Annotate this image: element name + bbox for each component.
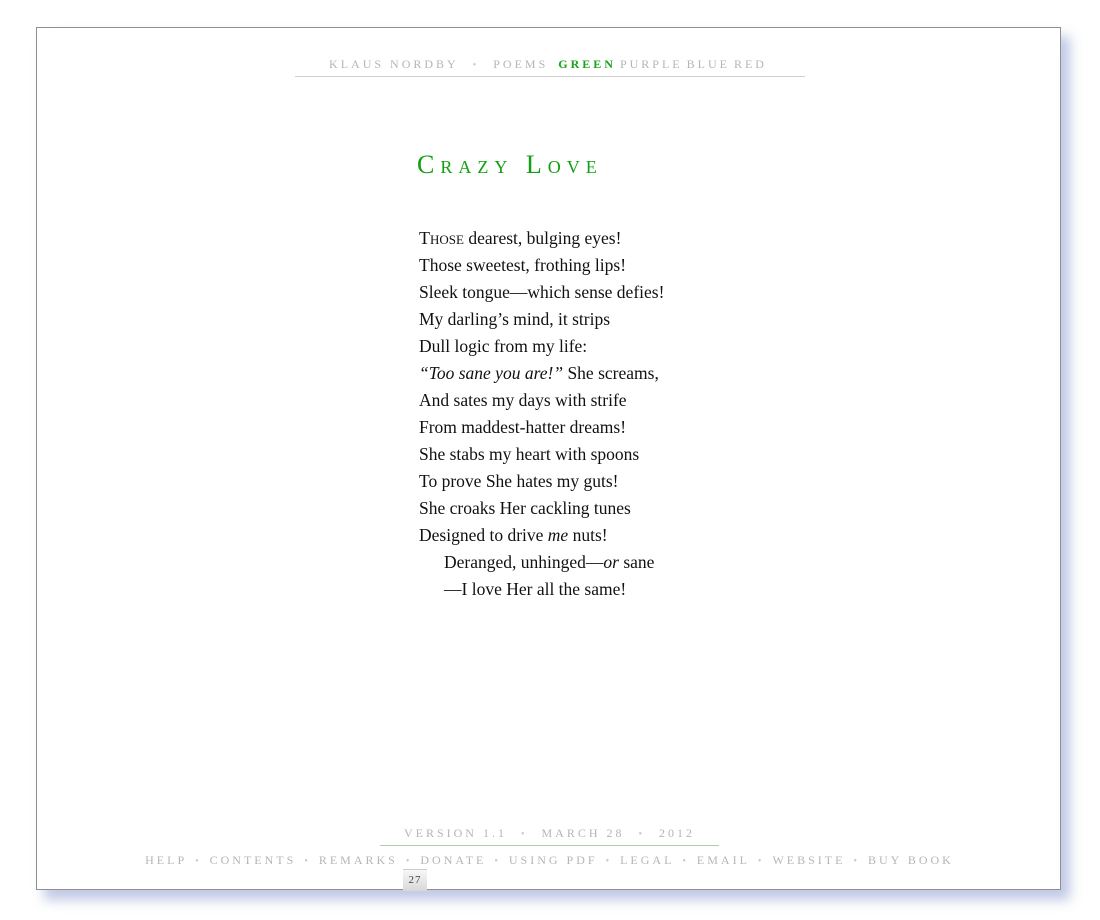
poem-line (419, 576, 664, 603)
section-label: POEMS (493, 57, 549, 71)
poem-line-italic: or (603, 552, 619, 572)
bullet-separator: • (605, 856, 613, 867)
poem-line (419, 468, 664, 495)
tab-blue[interactable]: BLUE (686, 57, 730, 71)
footer-link-contents[interactable]: CONTENTS (209, 853, 297, 867)
poem-line-text: Designed to drive (419, 525, 548, 545)
poem-line-text: To prove She hates my guts! (419, 471, 619, 491)
version-label: VERSION 1.1 (403, 826, 507, 840)
footer-link-donate[interactable]: DONATE (420, 853, 487, 867)
poem-line-text: Those sweetest, frothing lips! (419, 255, 627, 275)
poem-line (419, 306, 664, 333)
poem-line (419, 333, 664, 360)
poem-line-text: Dull logic from my life: (419, 336, 588, 356)
bullet-separator: • (405, 856, 413, 867)
poem-line-text: My darling’s mind, it strips (419, 309, 611, 329)
bullet-separator: • (304, 856, 311, 867)
poem-body (419, 225, 664, 603)
poem-line-italic: me (547, 525, 569, 545)
poem-line (419, 549, 664, 576)
bullet-separator: • (638, 829, 646, 840)
author-name: KLAUS NORDBY (329, 57, 459, 71)
poem-line-tail: sane (618, 552, 655, 572)
bullet-separator: • (682, 856, 689, 867)
poem-line (419, 495, 664, 522)
poem-line-text: And sates my days with strife (419, 390, 627, 410)
poem-line (419, 279, 664, 306)
page-number: 27 (403, 869, 427, 891)
poem-line (419, 387, 664, 414)
tab-purple[interactable]: PURPLE (619, 57, 683, 71)
poem-line-text: Deranged, unhinged— (444, 552, 604, 572)
bullet-separator: • (472, 60, 480, 71)
tab-green[interactable]: GREEN (558, 57, 616, 71)
page-header (295, 56, 805, 77)
poem-line (419, 252, 664, 279)
poem-title: Crazy Love (417, 150, 603, 179)
bullet-separator: • (520, 829, 528, 840)
footer-link-help[interactable]: HELP (145, 853, 188, 867)
poem-line (419, 522, 664, 549)
footer-link-remarks[interactable]: REMARKS (318, 853, 398, 867)
poem-line-text: dearest, bulging eyes! (463, 228, 622, 248)
poem-line-tail: nuts! (568, 525, 608, 545)
poem-line (419, 225, 664, 252)
poem-line-italic: “Too sane you are!” (419, 363, 564, 383)
poem-line-lead: Those (419, 228, 464, 248)
footer-link-website[interactable]: WEBSITE (772, 853, 846, 867)
bullet-separator: • (853, 856, 860, 867)
version-date: MARCH 28 (541, 826, 625, 840)
footer-link-using-pdf[interactable]: USING PDF (508, 853, 598, 867)
bullet-separator: • (195, 856, 202, 867)
poem-line-text: Sleek tongue—which sense defies! (419, 282, 665, 302)
poem-line-text: From maddest-hatter dreams! (419, 417, 627, 437)
tab-red[interactable]: RED (733, 57, 767, 71)
poem-line-text: —I love Her all the same! (444, 579, 627, 599)
footer-link-legal[interactable]: LEGAL (620, 853, 675, 867)
bullet-separator: • (494, 856, 501, 867)
footer-link-email[interactable]: EMAIL (696, 853, 750, 867)
document-page (36, 27, 1061, 890)
poem-line-text: She croaks Her cackling tunes (419, 498, 631, 518)
footer-link-buy-book[interactable]: BUY BOOK (867, 853, 954, 867)
poem-line-text: She screams, (563, 363, 659, 383)
version-year: 2012 (659, 826, 696, 840)
version-info (380, 825, 719, 846)
bullet-separator: • (757, 856, 765, 867)
poem-line (419, 441, 664, 468)
poem-line-text: She stabs my heart with spoons (419, 444, 640, 464)
footer-nav (37, 852, 1062, 870)
poem-line (419, 414, 664, 441)
poem-line (419, 360, 664, 387)
